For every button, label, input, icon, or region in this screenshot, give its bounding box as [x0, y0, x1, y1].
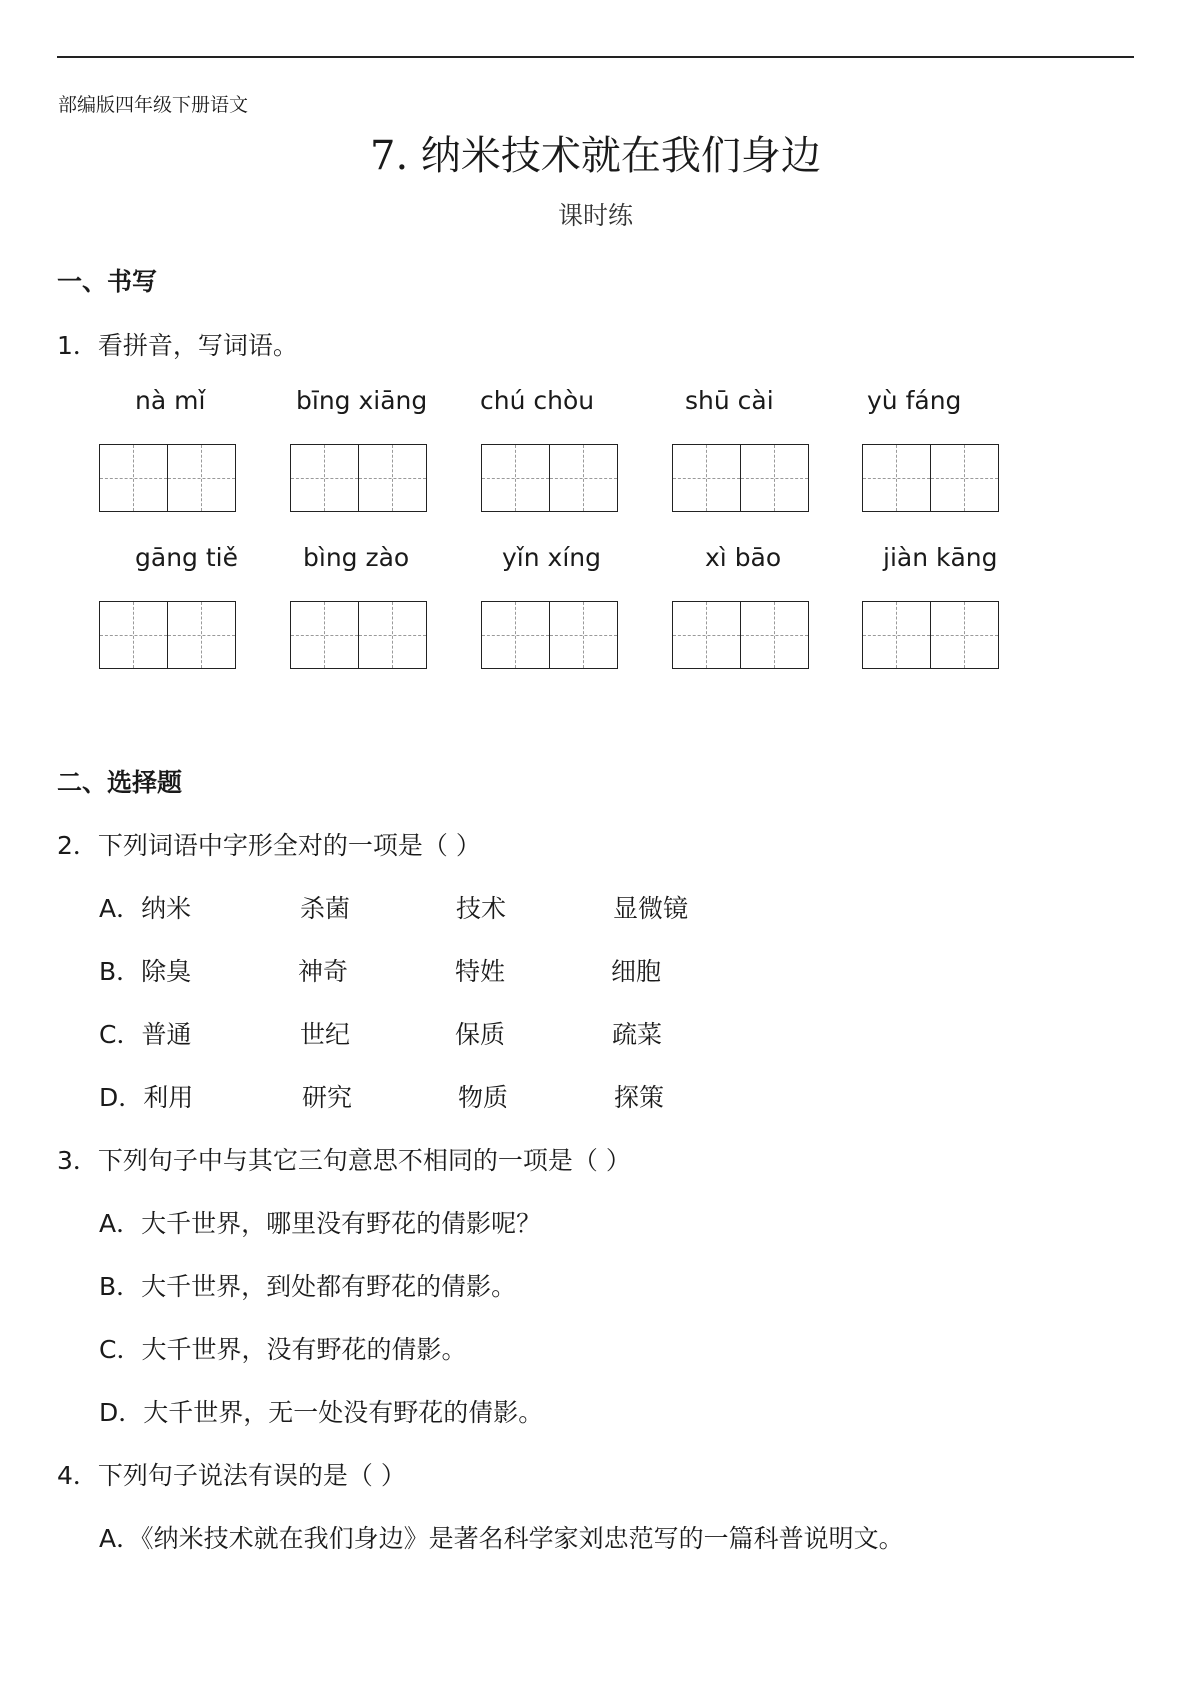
- pinyin-1: nà mǐ: [135, 386, 206, 415]
- page-subtitle: 课时练: [557, 201, 633, 230]
- q2-option-a-word: 显微镜: [613, 894, 689, 923]
- q3-option-c[interactable]: C．大千世界，没有野花的倩影。: [99, 1335, 467, 1364]
- question-2: 2．下列词语中字形全对的一项是（ ）: [57, 831, 481, 860]
- question-3: 3．下列句子中与其它三句意思不相同的一项是（ ）: [57, 1146, 631, 1175]
- question-1: 1．看拼音，写词语。: [57, 331, 298, 360]
- q2-option-a-word: 技术: [456, 894, 507, 923]
- writing-grid[interactable]: [672, 601, 809, 669]
- writing-grid[interactable]: [481, 601, 618, 669]
- writing-grid[interactable]: [481, 444, 618, 512]
- q2-option-d-word: 探策: [614, 1083, 665, 1112]
- writing-grid[interactable]: [862, 601, 999, 669]
- q4-option-a[interactable]: A．《纳米技术就在我们身边》是著名科学家刘忠范写的一篇科普说明文。: [99, 1524, 904, 1553]
- pinyin-9: xì bāo: [705, 543, 782, 572]
- q2-option-c[interactable]: C．普通: [99, 1020, 192, 1049]
- writing-grid[interactable]: [99, 444, 236, 512]
- section1-heading: 一、书写: [57, 267, 158, 296]
- writing-grid[interactable]: [672, 444, 809, 512]
- pinyin-5: yù fáng: [867, 386, 962, 415]
- pinyin-10: jiàn kāng: [883, 543, 998, 572]
- q2-option-b-word: 特姓: [455, 957, 506, 986]
- q3-option-a[interactable]: A．大千世界，哪里没有野花的倩影呢？: [99, 1209, 542, 1238]
- page-title: 7. 纳米技术就在我们身边: [370, 133, 821, 179]
- q2-option-b[interactable]: B．除臭: [99, 957, 192, 986]
- q3-option-b[interactable]: B．大千世界，到处都有野花的倩影。: [99, 1272, 517, 1301]
- q2-option-c-word: 世纪: [300, 1020, 351, 1049]
- q2-option-b-word: 细胞: [611, 957, 662, 986]
- pinyin-7: bìng zào: [303, 543, 410, 572]
- q2-option-c-word: 保质: [455, 1020, 506, 1049]
- subject-label: 部编版四年级下册语文: [58, 94, 249, 116]
- section2-heading: 二、选择题: [57, 768, 183, 797]
- pinyin-2: bīng xiāng: [296, 386, 428, 415]
- writing-grid[interactable]: [290, 444, 427, 512]
- top-rule: [57, 56, 1134, 58]
- writing-grid[interactable]: [99, 601, 236, 669]
- q2-option-a-word: 杀菌: [300, 894, 351, 923]
- pinyin-6: gāng tiě: [135, 543, 238, 572]
- question-4: 4．下列句子说法有误的是（ ）: [57, 1461, 406, 1490]
- pinyin-4: shū cài: [685, 386, 774, 415]
- writing-grid[interactable]: [862, 444, 999, 512]
- q2-option-b-word: 神奇: [298, 957, 349, 986]
- q2-option-c-word: 疏菜: [612, 1020, 663, 1049]
- q2-option-d[interactable]: D．利用: [99, 1083, 194, 1112]
- q2-option-d-word: 物质: [458, 1083, 509, 1112]
- pinyin-8: yǐn xíng: [502, 543, 601, 572]
- q2-option-d-word: 研究: [302, 1083, 353, 1112]
- writing-grid[interactable]: [290, 601, 427, 669]
- q2-option-a[interactable]: A．纳米: [99, 894, 192, 923]
- pinyin-3: chú chòu: [480, 386, 595, 415]
- q3-option-d[interactable]: D．大千世界，无一处没有野花的倩影。: [99, 1398, 544, 1427]
